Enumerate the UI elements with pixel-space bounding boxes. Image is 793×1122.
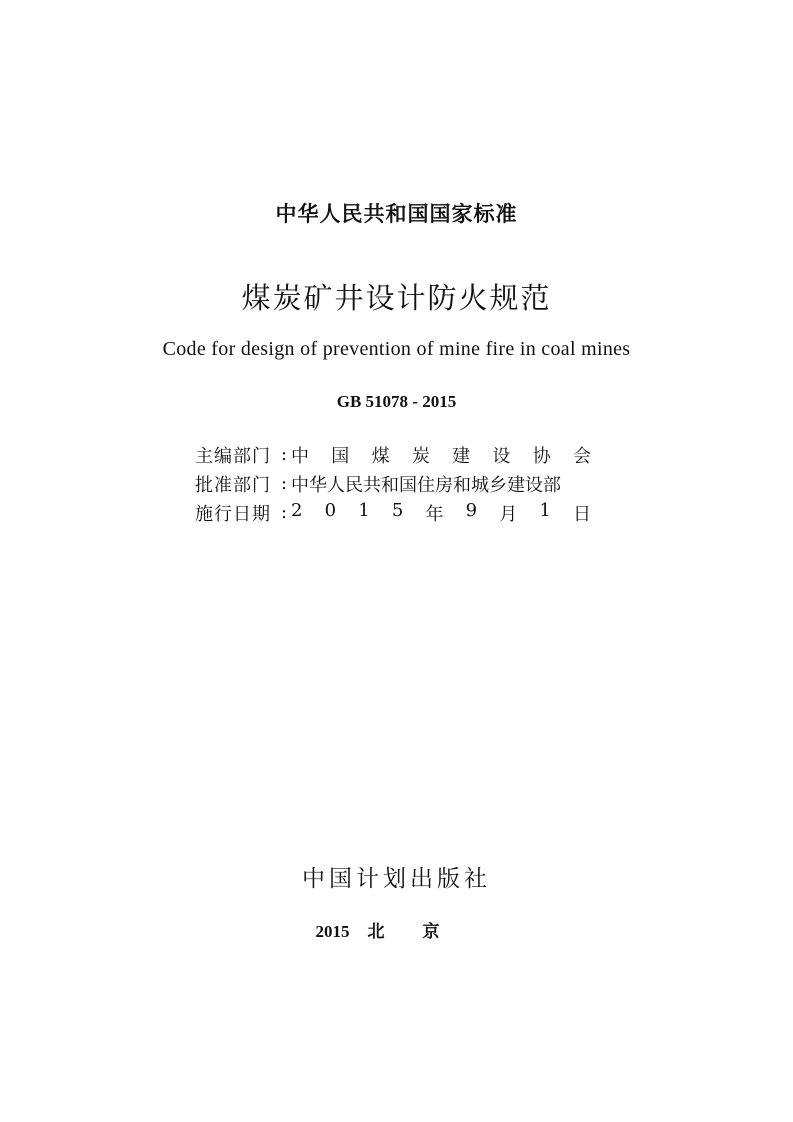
standard-number: GB 51078 - 2015 xyxy=(336,392,457,411)
editor-char: 炭 xyxy=(411,445,430,467)
effective-date-char: 1 xyxy=(358,499,370,521)
publication-city: 北京 xyxy=(367,922,478,942)
effective-date-char: 月 xyxy=(499,503,518,525)
editor-char: 建 xyxy=(452,445,471,467)
approver-label: 批准部门 xyxy=(195,474,271,496)
editor-char: 设 xyxy=(492,445,511,467)
effective-date-label: 施行日期 xyxy=(195,503,271,525)
publication-year: 2015 xyxy=(315,922,350,941)
editor-colon: : xyxy=(281,444,288,465)
editor-char: 中 xyxy=(291,445,309,467)
editor-row xyxy=(195,440,595,469)
editor-char: 会 xyxy=(572,445,591,467)
effective-date-char: 日 xyxy=(572,503,591,525)
publication-line xyxy=(0,917,793,942)
effective-date-char: 0 xyxy=(324,499,337,521)
national-standard-heading: 中华人民共和国国家标准 xyxy=(275,202,518,226)
effective-date-row xyxy=(195,498,595,527)
effective-date-value xyxy=(291,500,591,526)
document-title-chinese: 煤炭矿井设计防火规范 xyxy=(241,281,552,315)
effective-date-char: 1 xyxy=(539,499,551,521)
editor-label: 主编部门 xyxy=(195,445,271,467)
editor-value xyxy=(291,442,591,468)
editor-char: 国 xyxy=(331,445,350,467)
editor-char: 协 xyxy=(532,445,551,467)
effective-date-colon: : xyxy=(281,502,288,523)
effective-date-char: 2 xyxy=(291,499,303,521)
publisher-name: 中国计划出版社 xyxy=(302,866,491,892)
info-block xyxy=(195,440,595,527)
effective-date-char: 年 xyxy=(425,503,444,525)
effective-date-char: 5 xyxy=(391,499,404,521)
effective-date-char: 9 xyxy=(465,499,478,521)
approver-colon: : xyxy=(281,473,288,494)
document-title-english: Code for design of prevention of mine fire in coal mines xyxy=(162,338,631,360)
editor-char: 煤 xyxy=(371,445,390,467)
approver-row xyxy=(195,469,595,498)
approver-value: 中华人民共和国住房和城乡建设部 xyxy=(291,474,561,496)
